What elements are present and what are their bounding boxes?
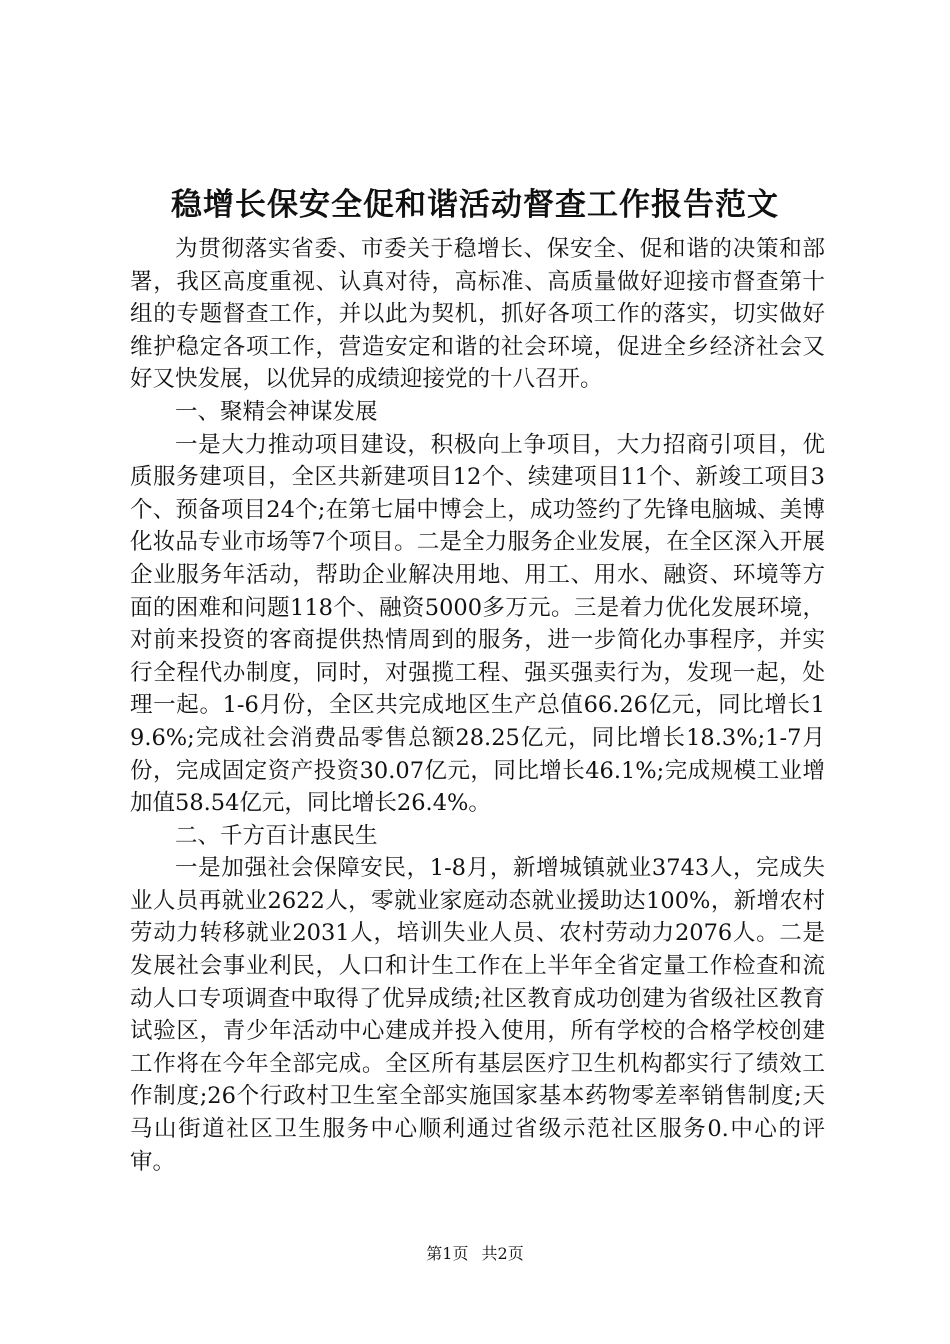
paragraph-intro: 为贯彻落实省委、市委关于稳增长、保安全、促和谐的决策和部署，我区高度重视、认真对待，高标准、高质量做好迎接市督查第十组的专题督查工作，并以此为契机，抓好各项工作的落实，切实做好维护稳定各项工作，营造安定和谐的社会环境，促进全乡经济社会又好又快发展，以优异的成绩迎接党的十八召开。 [130, 236, 825, 393]
paragraph-section-2: 一是加强社会保障安民，1-8月，新增城镇就业3743人，完成失业人员再就业2622人，零就业家庭动态就业援助达100%，新增农村劳动力转移就业2031人，培训失业人员、农村劳动力2076人。二是发展社会事业利民，人口和计生工作在上半年全省定量工作检查和流动人口专项调查中取得了优异成绩;社区教育成功创建为省级社区教育试验区，青少年活动中心建成并投入使用，所有学校的合格学校创建工作将在今年全部完成。全区所有基层医疗卫生机构都实行了绩效工作制度;26个行政村卫生室全部实施国家基本药物零差率销售制度;天马山街道社区卫生服务中心顺利通过省级示范社区服务0.中心的评审。 [130, 855, 825, 1175]
document-title: 稳增长保安全促和谐活动督查工作报告范文 [171, 187, 779, 223]
page-number: 第1页 [426, 1244, 469, 1263]
document-body [130, 233, 825, 1178]
page-footer [0, 1244, 950, 1264]
section-heading-1: 一、聚精会神谋发展 [175, 398, 378, 425]
page-total: 共2页 [481, 1244, 524, 1263]
paragraph-section-1: 一是大力推动项目建设，积极向上争项目，大力招商引项目，优质服务建项目，全区共新建项目12个、续建项目11个、新竣工项目3个、预备项目24个;在第七届中博会上，成功签约了先锋电脑城、美博化妆品专业市场等7个项目。二是全力服务企业发展，在全区深入开展企业服务年活动，帮助企业解决用地、用工、用水、融资、环境等方面的困难和问题118个、融资5000多万元。三是着力优化发展环境，对前来投资的客商提供热情周到的服务，进一步简化办事程序，并实行全程代办制度，同时，对强揽工程、强买强卖行为，发现一起，处理一起。1-6月份，全区共完成地区生产总值66.26亿元，同比增长19.6%;完成社会消费品零售总额28.25亿元，同比增长18.3%;1-7月份，完成固定资产投资30.07亿元，同比增长46.1%;完成规模工业增加值58.54亿元，同比增长26.4%。 [130, 431, 825, 817]
section-heading-2: 二、千方百计惠民生 [175, 822, 378, 849]
